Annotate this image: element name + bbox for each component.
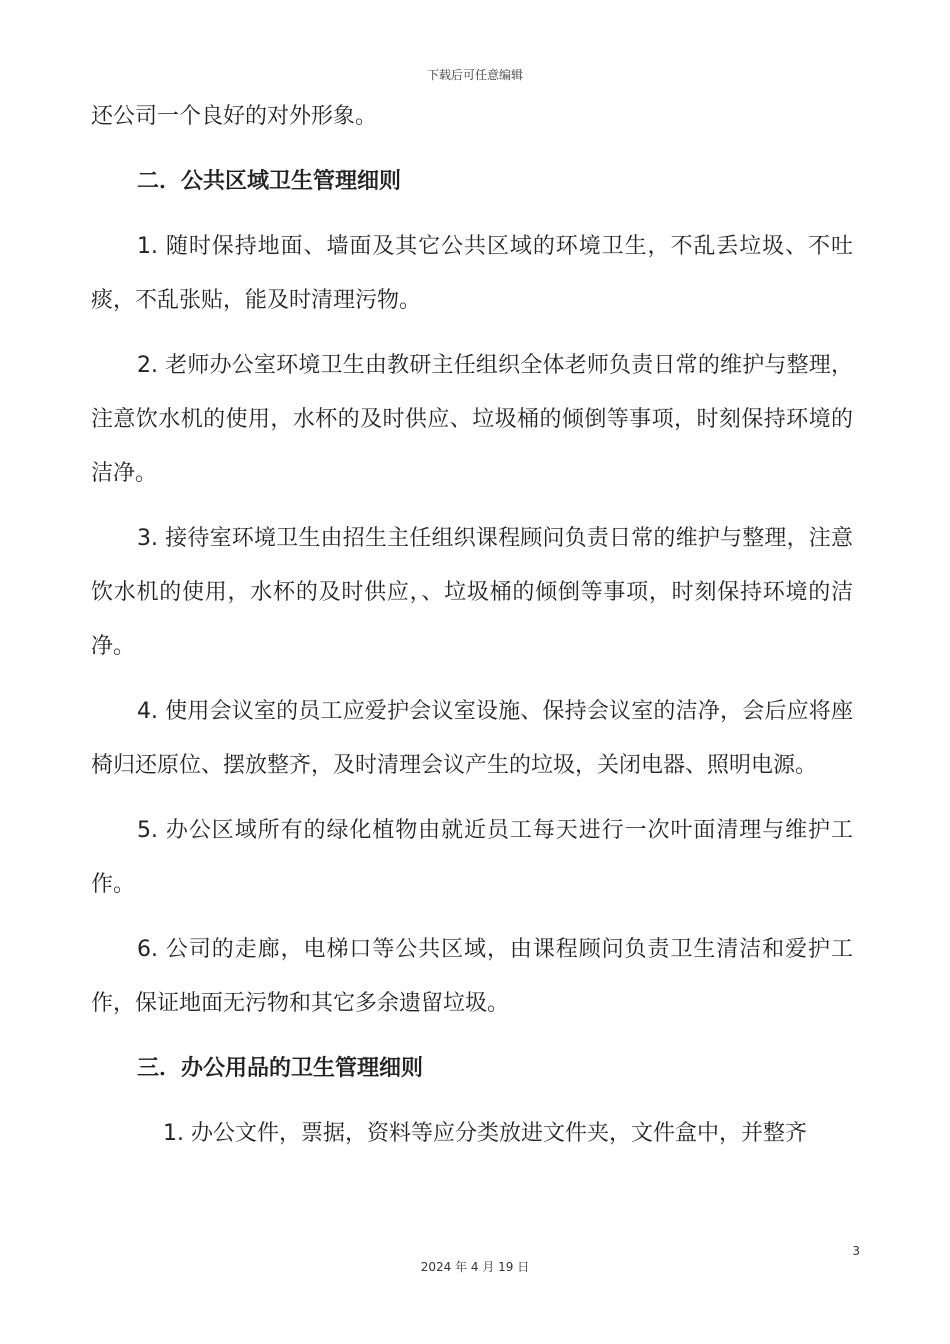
continuation-paragraph: 还公司一个良好的对外形象。	[91, 104, 378, 129]
list-item: 1. 随时保持地面、墙面及其它公共区域的环境卫生，不乱丢垃圾、不吐痰，不乱张贴，能及时清理污物。	[91, 234, 853, 313]
page-number: 3	[852, 1244, 860, 1258]
footer-date: 2024 年 4 月 19 日	[420, 1260, 530, 1274]
list-item: 3. 接待室环境卫生由招生主任组织课程顾问负责日常的维护与整理，注意饮水机的使用，水杯的及时供应，、垃圾桶的倾倒等事项，时刻保持环境的洁净。	[91, 526, 853, 659]
document-body	[91, 90, 853, 1161]
list-item: 1. 办公文件，票据，资料等应分类放进文件夹，文件盒中，并整齐	[163, 1121, 807, 1146]
page-header: 下载后可任意编辑	[426, 68, 523, 82]
list-item: 2. 老师办公室环境卫生由教研主任组织全体老师负责日常的维护与整理，注意饮水机的使用，水杯的及时供应、垃圾桶的倾倒等事项，时刻保持环境的洁净。	[91, 353, 853, 486]
list-item: 6. 公司的走廊，电梯口等公共区域，由课程顾问负责卫生清洁和爱护工作，保证地面无污物和其它多余遗留垃圾。	[91, 937, 853, 1016]
list-item: 5. 办公区域所有的绿化植物由就近员工每天进行一次叶面清理与维护工作。	[91, 818, 853, 897]
list-item: 4. 使用会议室的员工应爱护会议室设施、保持会议室的洁净，会后应将座椅归还原位、摆放整齐，及时清理会议产生的垃圾，关闭电器、照明电源。	[91, 699, 853, 778]
section-heading-office-supplies: 三．办公用品的卫生管理细则	[137, 1056, 424, 1081]
section-heading-public-areas: 二．公共区域卫生管理细则	[137, 169, 402, 194]
